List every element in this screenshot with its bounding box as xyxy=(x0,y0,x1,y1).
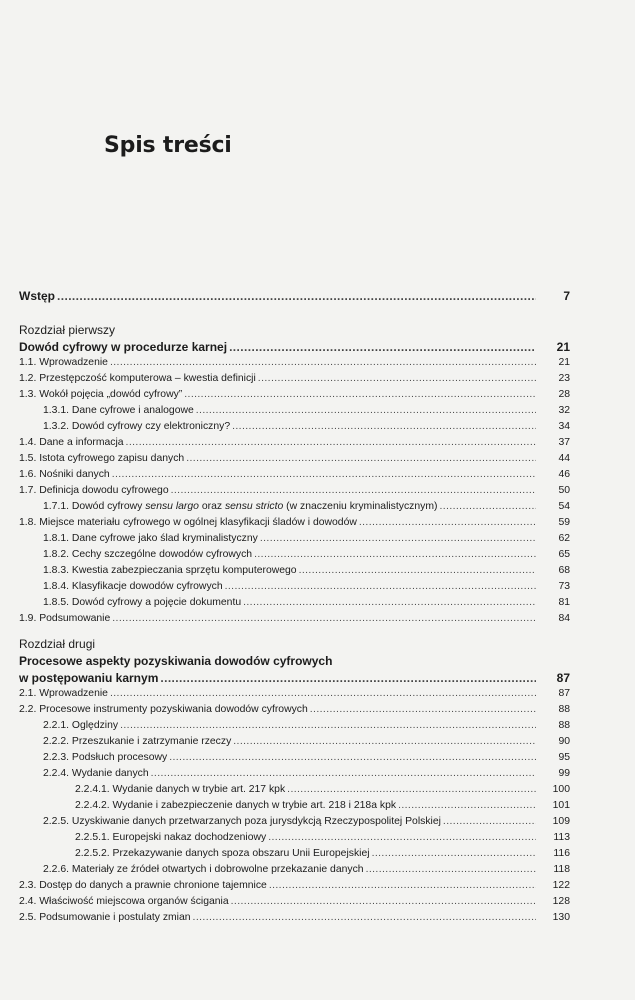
leader-dots xyxy=(258,371,536,387)
toc-entry[interactable] xyxy=(19,846,570,862)
entry-page: 54 xyxy=(558,501,570,512)
leader-dots xyxy=(299,563,536,579)
leader-dots xyxy=(169,750,536,766)
toc-intro xyxy=(19,288,570,304)
entry-page: 99 xyxy=(558,768,570,779)
leader-dots xyxy=(184,387,536,403)
entry-page: 109 xyxy=(552,816,570,827)
leader-dots xyxy=(254,547,536,563)
entry-label: 2.2.6. Materiały ze źródeł otwartych i dobrowolne przekazanie danych xyxy=(43,864,364,875)
entry-label: 2.2.4.1. Wydanie danych w trybie art. 217 kpk xyxy=(75,784,286,795)
entry-label: 1.4. Dane a informacja xyxy=(19,437,124,448)
entry-label: 2.1. Wprowadzenie xyxy=(19,688,108,699)
chapter-title-entry[interactable] xyxy=(19,339,570,355)
leader-dots xyxy=(110,355,536,371)
toc-entry[interactable] xyxy=(19,515,570,531)
leader-dots xyxy=(151,766,536,782)
leader-dots xyxy=(231,894,536,910)
entry-label: Wstęp xyxy=(19,289,55,303)
toc-entry[interactable] xyxy=(19,547,570,563)
entry-label: 1.8.5. Dowód cyfrowy a pojęcie dokumentu xyxy=(43,597,242,608)
toc-entry[interactable] xyxy=(19,718,570,734)
leader-dots xyxy=(232,419,536,435)
toc-entry[interactable] xyxy=(19,862,570,878)
entry-page: 21 xyxy=(558,357,570,368)
leader-dots xyxy=(233,734,536,750)
toc-entry[interactable] xyxy=(19,483,570,499)
leader-dots xyxy=(120,718,536,734)
entry-page: 87 xyxy=(556,671,570,685)
entry-label: 1.5. Istota cyfrowego zapisu danych xyxy=(19,453,185,464)
toc-entry[interactable] xyxy=(19,371,570,387)
toc-entry[interactable] xyxy=(19,579,570,595)
chapter-title-entry[interactable] xyxy=(19,670,570,686)
toc-entry[interactable] xyxy=(19,595,570,611)
entry-page: 90 xyxy=(558,736,570,747)
toc-entry[interactable] xyxy=(19,814,570,830)
entry-label: 1.9. Podsumowanie xyxy=(19,613,111,624)
entry-page: 116 xyxy=(553,848,570,859)
entry-label: 2.2.4. Wydanie danych xyxy=(43,768,149,779)
entry-label-italic: sensu largo xyxy=(145,501,199,512)
entry-label: 2.2.5.1. Europejski nakaz dochodzeniowy xyxy=(75,832,267,843)
leader-dots xyxy=(366,862,536,878)
leader-dots xyxy=(112,467,536,483)
entry-label: 2.2.1. Oględziny xyxy=(43,720,119,731)
leader-dots xyxy=(287,782,536,798)
leader-dots xyxy=(229,339,536,355)
toc-entry[interactable] xyxy=(19,702,570,718)
entry-label: 2.2.5.2. Przekazywanie danych spoza obszaru Unii Europejskiej xyxy=(75,848,370,859)
entry-label: 1.2. Przestępczość komputerowa – kwestia definicji xyxy=(19,373,256,384)
chapter-title-line2: w postępowaniu karnym xyxy=(19,671,159,685)
entry-page: 87 xyxy=(558,688,570,699)
chapter-label: Rozdział pierwszy xyxy=(19,323,116,337)
entry-label: 1.8.4. Klasyfikacje dowodów cyfrowych xyxy=(43,581,223,592)
entry-label-part: (w znaczeniu kryminalistycznym) xyxy=(283,501,438,512)
entry-label: 1.7. Definicja dowodu cyfrowego xyxy=(19,485,169,496)
entry-page: 88 xyxy=(558,704,570,715)
leader-dots xyxy=(112,611,536,627)
entry-label-italic: sensu stricto xyxy=(224,501,284,512)
toc-entry[interactable] xyxy=(19,798,570,814)
leader-dots xyxy=(160,670,536,686)
entry-label: 1.6. Nośniki danych xyxy=(19,469,110,480)
entry-page: 50 xyxy=(558,485,570,496)
toc-entry[interactable] xyxy=(19,467,570,483)
entry-page: 34 xyxy=(558,421,570,432)
toc-entry[interactable] xyxy=(19,611,570,627)
entry-label: 2.3. Dostęp do danych a prawnie chronione tajemnice xyxy=(19,880,267,891)
entry-page: 128 xyxy=(552,896,570,907)
entry-page: 62 xyxy=(558,533,570,544)
entry-label: 1.3. Wokół pojęcia „dowód cyfrowy” xyxy=(19,389,183,400)
toc-entry[interactable] xyxy=(19,766,570,782)
chapter-title: Procesowe aspekty pozyskiwania dowodów cyfrowych xyxy=(19,654,333,668)
entry-page: 21 xyxy=(556,340,570,354)
leader-dots xyxy=(310,702,536,718)
entry-label xyxy=(43,499,437,515)
entry-page: 95 xyxy=(558,752,570,763)
toc-entry[interactable] xyxy=(19,403,570,419)
toc-entry[interactable] xyxy=(19,355,570,371)
entry-page: 32 xyxy=(558,405,570,416)
entry-page: 100 xyxy=(552,784,570,795)
toc-entry[interactable] xyxy=(19,894,570,910)
entry-page: 44 xyxy=(558,453,570,464)
leader-dots xyxy=(268,830,536,846)
leader-dots xyxy=(439,499,536,515)
leader-dots xyxy=(225,579,536,595)
entry-label: 1.8.1. Dane cyfrowe jako ślad kryminalistyczny xyxy=(43,533,258,544)
toc-chapter-2 xyxy=(19,636,570,926)
toc-entry[interactable] xyxy=(19,387,570,403)
toc-entry[interactable] xyxy=(19,435,570,451)
entry-label: 1.1. Wprowadzenie xyxy=(19,357,108,368)
entry-page: 7 xyxy=(563,289,570,303)
entry-label: 2.2.3. Podsłuch procesowy xyxy=(43,752,168,763)
entry-page: 101 xyxy=(552,800,570,811)
entry-page: 122 xyxy=(552,880,570,891)
entry-label: 2.5. Podsumowanie i postulaty zmian xyxy=(19,912,191,923)
leader-dots xyxy=(372,846,536,862)
toc-entry[interactable] xyxy=(19,750,570,766)
entry-label: 1.3.1. Dane cyfrowe i analogowe xyxy=(43,405,194,416)
entry-label: 1.8. Miejsce materiału cyfrowego w ogólnej klasyfikacji śladów i dowodów xyxy=(19,517,357,528)
leader-dots xyxy=(196,403,536,419)
entry-page: 130 xyxy=(552,912,570,923)
toc-entry[interactable] xyxy=(19,686,570,702)
page-title: Spis treści xyxy=(104,133,232,158)
entry-page: 118 xyxy=(553,864,570,875)
toc-entry[interactable] xyxy=(19,499,570,515)
entry-label: 2.2.4.2. Wydanie i zabezpieczenie danych w trybie art. 218 i 218a kpk xyxy=(75,800,397,811)
entry-page: 46 xyxy=(558,469,570,480)
toc-entry[interactable] xyxy=(19,910,570,926)
entry-label-part: oraz xyxy=(198,501,225,512)
entry-page: 84 xyxy=(558,613,570,624)
entry-label: 2.4. Właściwość miejscowa organów ścigania xyxy=(19,896,229,907)
toc-entry[interactable] xyxy=(19,451,570,467)
entry-label: 1.3.2. Dowód cyfrowy czy elektroniczny? xyxy=(43,421,231,432)
leader-dots xyxy=(398,798,536,814)
entry-page: 23 xyxy=(558,373,570,384)
entry-page: 73 xyxy=(558,581,570,592)
leader-dots xyxy=(359,515,536,531)
entry-label: 1.8.3. Kwestia zabezpieczania sprzętu komputerowego xyxy=(43,565,297,576)
leader-dots xyxy=(186,451,536,467)
leader-dots xyxy=(193,910,536,926)
leader-dots xyxy=(269,878,536,894)
entry-page: 37 xyxy=(558,437,570,448)
entry-label: 2.2. Procesowe instrumenty pozyskiwania dowodów cyfrowych xyxy=(19,704,308,715)
leader-dots xyxy=(110,686,536,702)
leader-dots xyxy=(171,483,536,499)
toc-entry[interactable] xyxy=(19,531,570,547)
toc-entry[interactable] xyxy=(19,288,570,304)
chapter-title: Dowód cyfrowy w procedurze karnej xyxy=(19,340,228,354)
leader-dots xyxy=(57,288,536,304)
entry-label: 1.8.2. Cechy szczególne dowodów cyfrowych xyxy=(43,549,253,560)
toc-entry[interactable] xyxy=(19,830,570,846)
entry-page: 81 xyxy=(558,597,570,608)
entry-page: 113 xyxy=(553,832,570,843)
toc-entry[interactable] xyxy=(19,878,570,894)
entry-page: 68 xyxy=(558,565,570,576)
toc-entry[interactable] xyxy=(19,563,570,579)
entry-page: 65 xyxy=(558,549,570,560)
entry-page: 28 xyxy=(558,389,570,400)
entry-page: 88 xyxy=(558,720,570,731)
leader-dots xyxy=(260,531,536,547)
entry-page: 59 xyxy=(558,517,570,528)
entry-label: 2.2.2. Przeszukanie i zatrzymanie rzeczy xyxy=(43,736,232,747)
toc-entry[interactable] xyxy=(19,734,570,750)
toc-chapter-1 xyxy=(19,322,570,627)
entry-label: 2.2.5. Uzyskiwanie danych przetwarzanych poza jurysdykcją Rzeczypospolitej Polskiej xyxy=(43,816,441,827)
leader-dots xyxy=(126,435,536,451)
leader-dots xyxy=(243,595,536,611)
leader-dots xyxy=(443,814,536,830)
entry-label-part: 1.7.1. Dowód cyfrowy xyxy=(43,501,146,512)
toc-entry[interactable] xyxy=(19,782,570,798)
chapter-label: Rozdział drugi xyxy=(19,637,96,651)
toc-entry[interactable] xyxy=(19,419,570,435)
